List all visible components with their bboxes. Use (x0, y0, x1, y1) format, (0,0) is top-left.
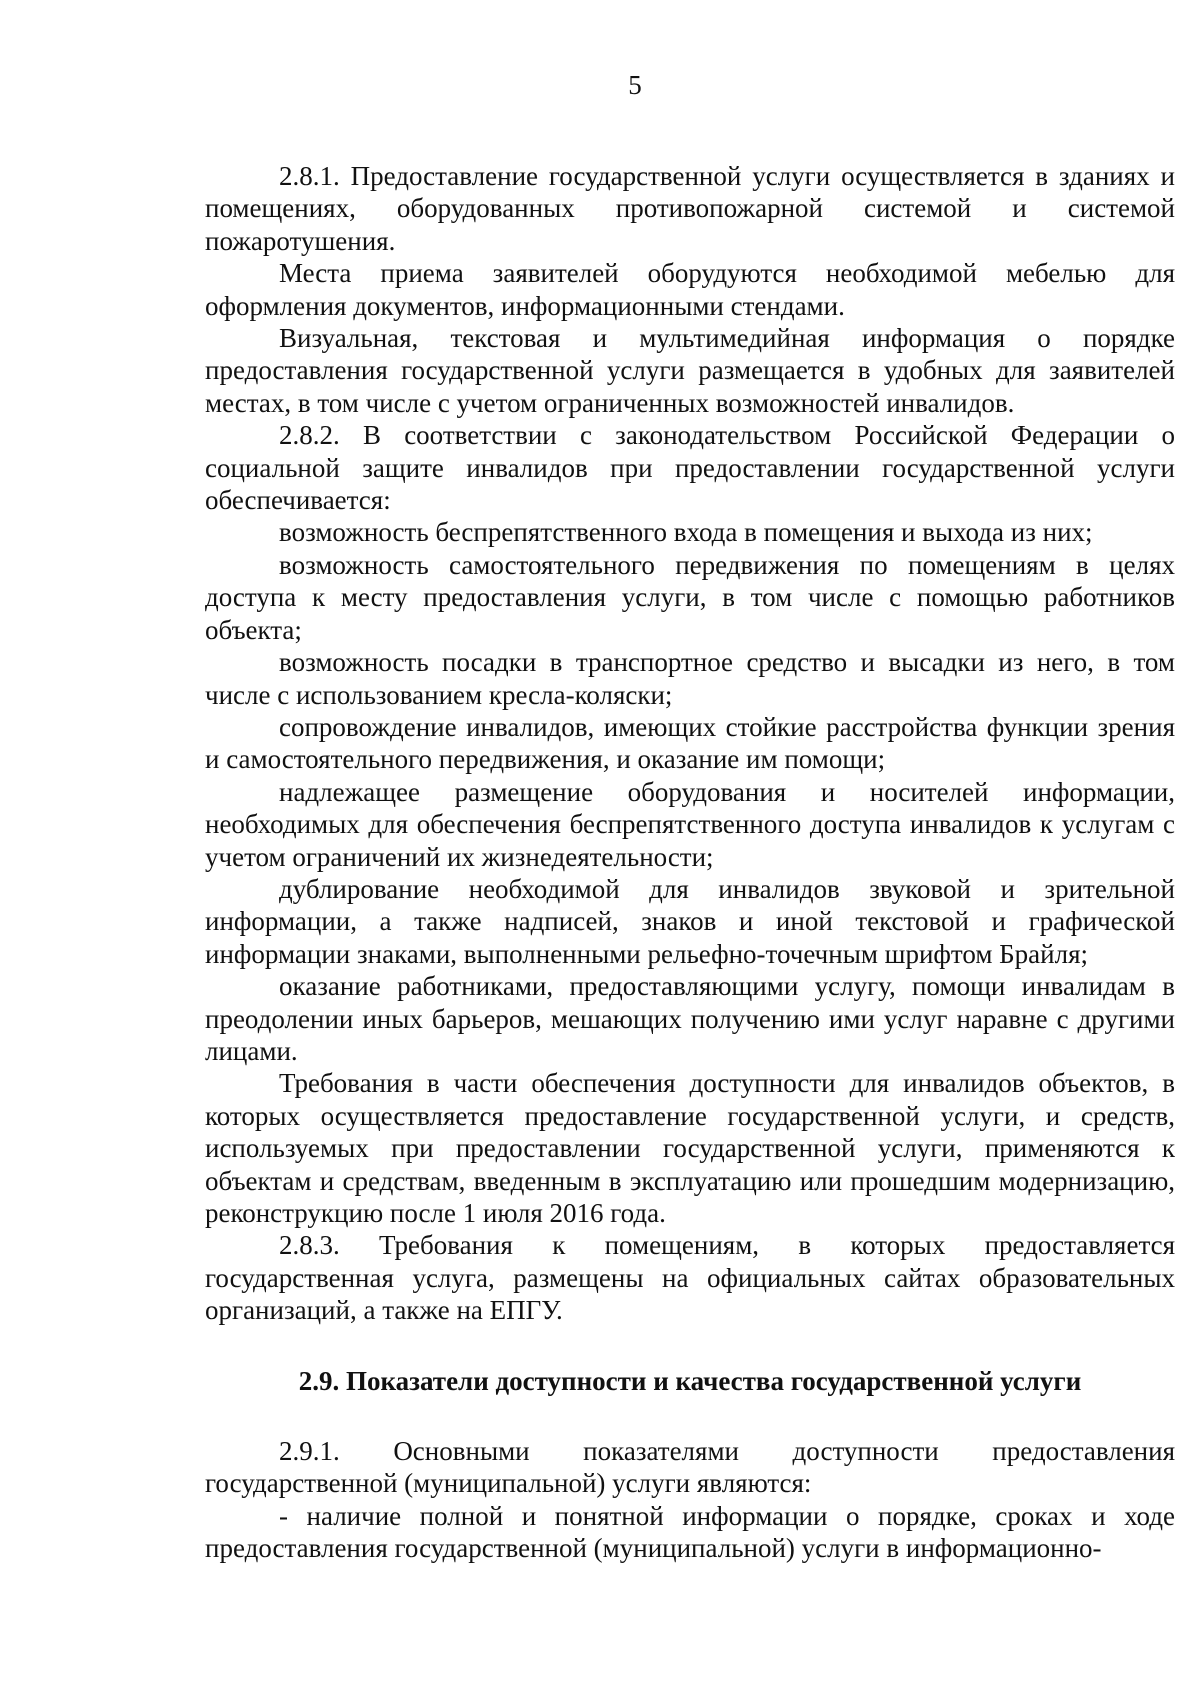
list-item: оказание работниками, предоставляющими услугу, помощи инвалидам в преодолении иных барьеров, мешающих получению ими услуг наравне с другими лицами. (205, 971, 1175, 1066)
paragraph-accessibility-requirements: Требования в части обеспечения доступности для инвалидов объектов, в которых осуществляется предоставление государственной услуги, и средств, используемых при предоставлении государственной услуги, применяются к объектам и средствам, введенным в эксплуатацию или прошедшим модернизацию, реконструкцию после 1 июля 2016 года. (205, 1068, 1175, 1228)
list-item: возможность посадки в транспортное средство и высадки из него, в том числе с использованием кресла-коляски; (205, 647, 1175, 710)
paragraph-visual-info: Визуальная, текстовая и мультимедийная информация о порядке предоставления государственной услуги размещается в удобных для заявителей местах, в том числе с учетом ограниченных возможностей инвалидов. (205, 323, 1175, 418)
page-number: 5 (628, 70, 642, 100)
paragraph-reception-places: Места приема заявителей оборудуются необходимой мебелью для оформления документов, информационными стендами. (205, 258, 1175, 321)
list-item: - наличие полной и понятной информации о порядке, сроках и ходе предоставления государственной (муниципальной) услуги в информационно- (205, 1500, 1175, 1564)
paragraph-2-9-1: 2.9.1. Основными показателями доступности предоставления государственной (муниципальной) услуги являются: (205, 1436, 1175, 1499)
list-item: сопровождение инвалидов, имеющих стойкие расстройства функции зрения и самостоятельного передвижения, и оказание им помощи; (205, 711, 1175, 775)
paragraph-2-8-3: 2.8.3. Требования к помещениям, в которых предоставляется государственная услуга, размещены на официальных сайтах образовательных организаций, а также на ЕПГУ. (205, 1230, 1175, 1326)
document-body (205, 160, 1175, 1565)
paragraph-2-8-1: 2.8.1. Предоставление государственной услуги осуществляется в зданиях и помещениях, оборудованных противопожарной системой и системой пожаротушения. (205, 161, 1175, 256)
section-2-8 (205, 160, 1175, 1327)
list-item: возможность самостоятельного передвижения по помещениям в целях доступа к месту предоставления услуги, в том числе с помощью работников объекта; (205, 549, 1175, 645)
list-item: надлежащее размещение оборудования и носителей информации, необходимых для обеспечения беспрепятственного доступа инвалидов к услугам с учетом ограничений их жизнедеятельности; (205, 776, 1175, 872)
section-2-9 (205, 1435, 1175, 1565)
paragraph-2-8-2: 2.8.2. В соответствии с законодательством Российской Федерации о социальной защите инвалидов при предоставлении государственной услуги обеспечивается: (205, 420, 1175, 516)
section-heading-2-9: 2.9. Показатели доступности и качества государственной услуги (298, 1365, 1082, 1396)
list-item: дублирование необходимой для инвалидов звуковой и зрительной информации, а также надписей, знаков и иной текстовой и графической информации знаками, выполненными рельефно-точечным шрифтом Брайля; (205, 873, 1175, 969)
list-item: возможность беспрепятственного входа в помещения и выхода из них; (279, 517, 1093, 548)
